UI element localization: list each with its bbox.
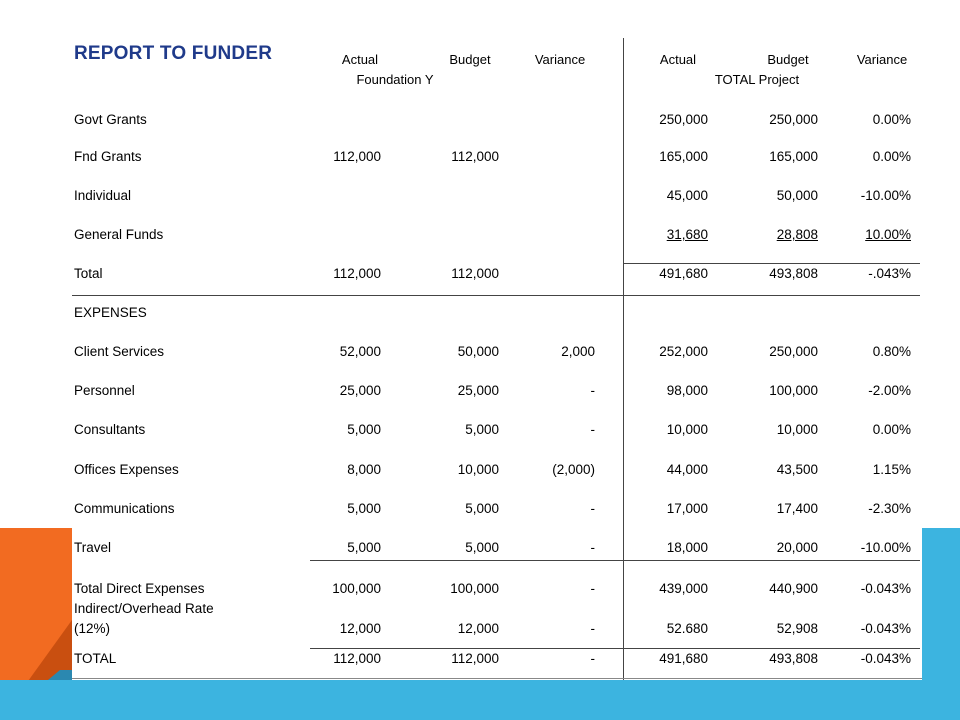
cell-fy-variance: - <box>590 621 595 636</box>
cell-fy-actual: 112,000 <box>333 266 381 281</box>
cell-fy-budget: 10,000 <box>457 462 499 477</box>
cell-tp-actual: 18,000 <box>666 540 708 555</box>
cell-fy-variance: - <box>590 422 595 437</box>
cell-fy-budget: 25,000 <box>457 383 499 398</box>
cell-tp-variance: 0.00% <box>872 149 911 164</box>
blue-right-band <box>922 528 960 720</box>
cell-fy-variance: - <box>590 383 595 398</box>
row-label: TOTAL <box>74 651 117 666</box>
header-actual-fy: Actual <box>341 52 379 67</box>
header-budget-total: Budget <box>767 52 809 67</box>
cell-tp-actual: 17,000 <box>666 501 708 516</box>
table-row <box>72 266 922 288</box>
rule-grand-total <box>310 648 920 649</box>
cell-tp-actual: 439,000 <box>659 581 708 596</box>
cell-fy-budget: 50,000 <box>457 344 499 359</box>
header-group-total: TOTAL Project <box>714 72 800 87</box>
blue-bottom-band <box>0 680 960 720</box>
cell-tp-actual: 44,000 <box>666 462 708 477</box>
cell-fy-variance: (2,000) <box>552 462 595 477</box>
cell-tp-variance: -2.30% <box>868 501 911 516</box>
cell-fy-actual: 5,000 <box>347 501 381 516</box>
header-actual-total: Actual <box>659 52 697 67</box>
cell-fy-variance: 2,000 <box>561 344 595 359</box>
cell-fy-actual: 112,000 <box>333 149 381 164</box>
row-label: Client Services <box>74 344 165 359</box>
cell-tp-actual: 165,000 <box>659 149 708 164</box>
cell-tp-budget: 28,808 <box>776 227 818 242</box>
cell-tp-variance: 0.00% <box>872 422 911 437</box>
cell-tp-budget: 17,400 <box>776 501 818 516</box>
table-row <box>72 462 922 484</box>
cell-tp-budget: 440,900 <box>769 581 818 596</box>
cell-fy-budget: 5,000 <box>465 422 499 437</box>
cell-fy-actual: 25,000 <box>339 383 381 398</box>
report-table <box>72 38 922 680</box>
cell-fy-budget: 100,000 <box>450 581 499 596</box>
cell-fy-actual: 100,000 <box>332 581 381 596</box>
cell-fy-budget: 5,000 <box>465 540 499 555</box>
row-label: Total Direct Expenses <box>74 581 205 596</box>
header-variance-fy: Variance <box>534 52 586 67</box>
cell-tp-budget: 10,000 <box>776 422 818 437</box>
cell-tp-actual: 45,000 <box>666 188 708 203</box>
table-row <box>72 651 922 673</box>
row-label: Govt Grants <box>74 112 147 127</box>
cell-tp-variance: -0.043% <box>860 651 911 666</box>
header-group-fy: Foundation Y <box>356 72 434 87</box>
cell-tp-budget: 250,000 <box>769 112 818 127</box>
cell-tp-actual: 252,000 <box>659 344 708 359</box>
table-row <box>72 601 922 636</box>
table-row <box>72 227 922 249</box>
cell-fy-budget: 5,000 <box>465 501 499 516</box>
cell-fy-budget: 112,000 <box>451 651 499 666</box>
row-label: Consultants <box>74 422 146 437</box>
cell-tp-variance: -0.043% <box>860 621 911 636</box>
table-row <box>72 540 922 562</box>
cell-fy-actual: 112,000 <box>333 651 381 666</box>
cell-tp-budget: 493,808 <box>769 266 818 281</box>
cell-fy-variance: - <box>590 581 595 596</box>
cell-fy-budget: 12,000 <box>457 621 499 636</box>
cell-tp-variance: 1.15% <box>872 462 911 477</box>
rule-after-total <box>72 295 920 296</box>
row-label-line2: (12%) <box>74 621 111 636</box>
rule-income-total <box>623 263 920 264</box>
table-row <box>72 188 922 210</box>
row-label: Travel <box>74 540 112 555</box>
cell-fy-actual: 8,000 <box>347 462 381 477</box>
cell-fy-budget: 112,000 <box>451 266 499 281</box>
row-label: Individual <box>74 188 132 203</box>
cell-tp-budget: 50,000 <box>776 188 818 203</box>
cell-tp-budget: 250,000 <box>769 344 818 359</box>
row-label: Total <box>74 266 103 281</box>
cell-fy-actual: 12,000 <box>339 621 381 636</box>
cell-fy-variance: - <box>590 540 595 555</box>
cell-tp-variance: 10.00% <box>865 227 911 242</box>
cell-tp-actual: 98,000 <box>666 383 708 398</box>
cell-tp-actual: 491,680 <box>659 651 708 666</box>
table-row <box>72 581 922 603</box>
cell-tp-actual: 491,680 <box>659 266 708 281</box>
cell-tp-variance: 0.80% <box>872 344 911 359</box>
cell-tp-budget: 20,000 <box>776 540 818 555</box>
row-label: Personnel <box>74 383 135 398</box>
page-title: REPORT TO FUNDER <box>74 43 273 64</box>
row-label: Fnd Grants <box>74 149 142 164</box>
row-label: Offices Expenses <box>74 462 179 477</box>
cell-tp-actual: 10,000 <box>666 422 708 437</box>
cell-tp-budget: 43,500 <box>776 462 818 477</box>
cell-fy-variance: - <box>590 651 595 666</box>
cell-tp-variance: 0.00% <box>872 112 911 127</box>
cell-tp-variance: -10.00% <box>860 188 911 203</box>
cell-tp-actual: 31,680 <box>666 227 708 242</box>
cell-fy-variance: - <box>590 501 595 516</box>
rule-direct-expenses <box>310 560 920 561</box>
table-row <box>72 344 922 366</box>
row-label: General Funds <box>74 227 164 242</box>
cell-fy-actual: 52,000 <box>339 344 381 359</box>
header-variance-total: Variance <box>856 52 908 67</box>
table-row <box>72 422 922 444</box>
cell-fy-budget: 112,000 <box>451 149 499 164</box>
cell-tp-variance: -10.00% <box>860 540 911 555</box>
row-label: Communications <box>74 501 175 516</box>
cell-tp-variance: -0.043% <box>860 581 911 596</box>
table-row <box>72 305 922 327</box>
cell-tp-actual: 52.680 <box>666 621 708 636</box>
table-row <box>72 112 922 134</box>
cell-tp-budget: 165,000 <box>769 149 818 164</box>
cell-tp-budget: 52,908 <box>776 621 818 636</box>
cell-tp-actual: 250,000 <box>659 112 708 127</box>
cell-fy-actual: 5,000 <box>347 422 381 437</box>
cell-tp-variance: -.043% <box>868 266 911 281</box>
row-label: EXPENSES <box>74 305 147 320</box>
cell-tp-variance: -2.00% <box>868 383 911 398</box>
cell-tp-budget: 493,808 <box>769 651 818 666</box>
table-row <box>72 149 922 171</box>
table-row <box>72 501 922 523</box>
cell-fy-actual: 5,000 <box>347 540 381 555</box>
row-label: Indirect/Overhead Rate <box>74 601 214 616</box>
table-row <box>72 383 922 405</box>
rule-bottom <box>72 678 922 679</box>
header-budget-fy: Budget <box>449 52 491 67</box>
cell-tp-budget: 100,000 <box>769 383 818 398</box>
